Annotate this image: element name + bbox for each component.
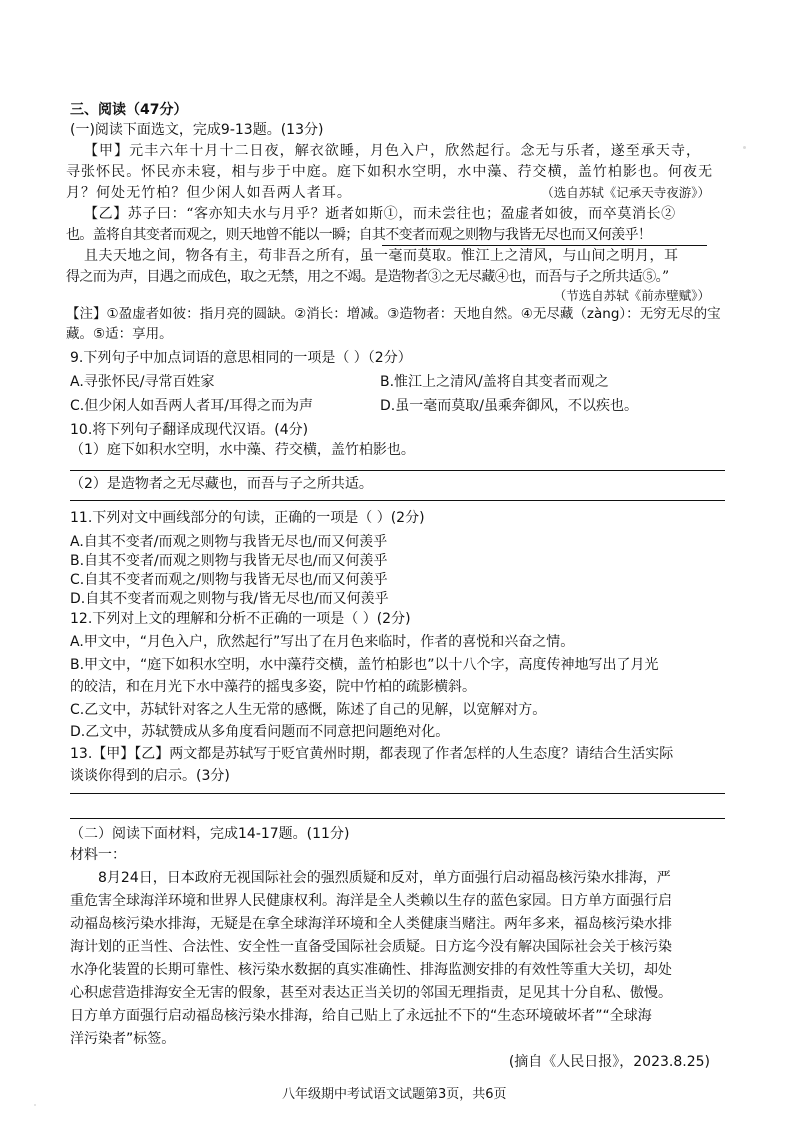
part2-intro: （二）阅读下面材料，完成14-17题。(11分) (70, 826, 350, 842)
answer-line (70, 793, 725, 794)
material-label: 材料一： (70, 847, 126, 863)
note-line-1: 【注】①盈虚者如彼：指月亮的圆缺。②消长：增减。③造物者：天地自然。④无尽藏（zàng）：无穷无尽的宝 (66, 306, 721, 322)
jia-line-3: 月？何处无竹柏？但少闲人如吾两人者耳。 (66, 185, 352, 201)
material-line-4: 海计划的正当性、合法性、安全性一直备受国际社会质疑。日方迄今没有解决国际社会关于核污染 (70, 939, 672, 955)
jia-source: （选自苏轼《记承天寺夜游》） (541, 185, 710, 200)
note-line-2: 藏。⑤适：享用。 (66, 326, 173, 342)
yi-line-4: 得之而为声，目遇之而成色，取之无禁，用之不竭。是造物者③之无尽藏④也，而吾与子之所共适⑤。” (66, 269, 669, 285)
q13-line-2: 谈谈你得到的启示。(3分) (70, 768, 230, 784)
q10-sentence-1: （1）庭下如积水空明，水中藻、荇交横，盖竹柏影也。 (70, 442, 415, 458)
scan-speck (743, 146, 746, 149)
q12-option-b-line-2: 的皎洁，和在月光下水中藻荇的摇曳多姿，院中竹柏的疏影横斜。 (70, 679, 476, 695)
q12-option-a: A.甲文中，“月色入户，欣然起行”写出了在月色来临时，作者的喜悦和兴奋之情。 (70, 634, 575, 650)
q9-option-c: C.但少闲人如吾两人者耳/耳得之而为声 (70, 398, 313, 414)
q12-option-d: D.乙文中，苏轼赞成从多角度看问题而不同意把问题绝对化。 (70, 724, 450, 740)
yi-line-2-text: 也。盖将自其变者而观之，则天地曾不能以一瞬；自其不变者而观之则物与我皆无尽也而又何羡乎！ (66, 227, 652, 243)
q11-option-c: C.自其不变者而观之/则物与我皆无尽也/而又何羡乎 (70, 572, 388, 588)
q11-option-d: D.自其不变者而观之则物与我/皆无尽也/而又何羡乎 (70, 591, 389, 607)
answer-line (70, 470, 725, 471)
q12-option-c: C.乙文中，苏轼针对客之人生无常的感慨，陈述了自己的见解，以宽解对方。 (70, 702, 547, 718)
q13-line-1: 13.【甲】【乙】两文都是苏轼写于贬官黄州时期，都表现了作者怎样的人生态度？请结合生活实际 (70, 746, 674, 762)
part1-intro: (一)阅读下面选文，完成9-13题。(13分) (70, 122, 324, 138)
material-source: (摘自《人民日报》，2023.8.25) (508, 1054, 710, 1070)
q12-stem: 12.下列对上文的理解和分析不正确的一项是（ ）(2分) (70, 611, 411, 627)
page-footer: 八年级期中考试语文试题第3页，共6页 (282, 1087, 507, 1102)
q12-option-b-line-1: B.甲文中，“庭下如积水空明，水中藻荇交横，盖竹柏影也”以十八个字，高度传神地写出了月光 (70, 657, 659, 673)
q10-sentence-2: （2）是造物者之无尽藏也，而吾与子之所共适。 (70, 476, 373, 492)
yi-line-1: 【乙】苏子曰：“客亦知夫水与月乎？逝者如斯①，而未尝往也；盈虚者如彼，而卒莫消长② (84, 206, 676, 222)
answer-line (70, 818, 725, 819)
jia-line-2: 寻张怀民。怀民亦未寝，相与步于中庭。庭下如积水空明，水中藻、荇交横，盖竹柏影也。何夜无 (66, 164, 714, 180)
q11-stem: 11.下列对文中画线部分的句读，正确的一项是（ ）(2分) (70, 510, 425, 526)
q10-stem: 10.将下列句子翻译成现代汉语。(4分) (70, 422, 309, 438)
answer-line (70, 500, 725, 501)
material-line-3: 动福岛核污染水排海，无疑是在拿全球海洋环境和全人类健康当赌注。两年多来，福岛核污染水排 (70, 916, 672, 932)
q11-option-b: B.自其不变者/而观之则物与我皆无尽也/而又何羡乎 (70, 553, 388, 569)
q9-option-d: D.虽一毫而莫取/虽乘奔御风，不以疾也。 (380, 398, 638, 414)
yi-source: （节选自苏轼《前赤壁赋》） (553, 288, 710, 303)
jia-line-1: 【甲】元丰六年十月十二日夜，解衣欲睡，月色入户，欣然起行。念无与乐者，遂至承天寺， (84, 143, 702, 159)
q11-option-a: A.自其不变者/而观之则物与我皆无尽也/而又何羡乎 (70, 534, 388, 550)
yi-line-2 (66, 225, 651, 245)
yi-line-3: 且夫天地之间，物各有主，苟非吾之所有，虽一毫而莫取。惟江上之清风，与山间之明月，耳 (84, 248, 679, 264)
material-line-7: 日方单方面强行启动福岛核污染水排海，给自己贴上了永远扯不下的“生态环境破坏者”“全球海 (70, 1008, 652, 1024)
material-line-8: 洋污染者”标签。 (70, 1031, 176, 1047)
q9-stem: 9.下列句子中加点词语的意思相同的一项是（ ）（2分） (70, 350, 412, 366)
material-line-1: 8月24日，日本政府无视国际社会的强烈质疑和反对，单方面强行启动福岛核污染水排海，严 (98, 870, 671, 886)
material-line-5: 水净化装置的长期可靠性、核污染水数据的真实准确性、排海监测安排的有效性等重大关切，却处 (70, 962, 672, 978)
material-line-2: 重危害全球海洋环境和世界人民健康权利。海洋是全人类赖以生存的蓝色家园。日方单方面强行启 (70, 893, 672, 909)
q9-option-a: A.寻张怀民/寻常百姓家 (70, 374, 215, 390)
q9-option-b: B.惟江上之清风/盖将自其变者而观之 (380, 374, 609, 390)
scan-speck (34, 1104, 36, 1106)
section-title: 三、阅读（47分） (70, 102, 188, 118)
material-line-6: 心积虑营造排海安全无害的假象，甚至对表达正当关切的邻国无理指责，足见其十分自私、傲慢。 (70, 985, 672, 1001)
